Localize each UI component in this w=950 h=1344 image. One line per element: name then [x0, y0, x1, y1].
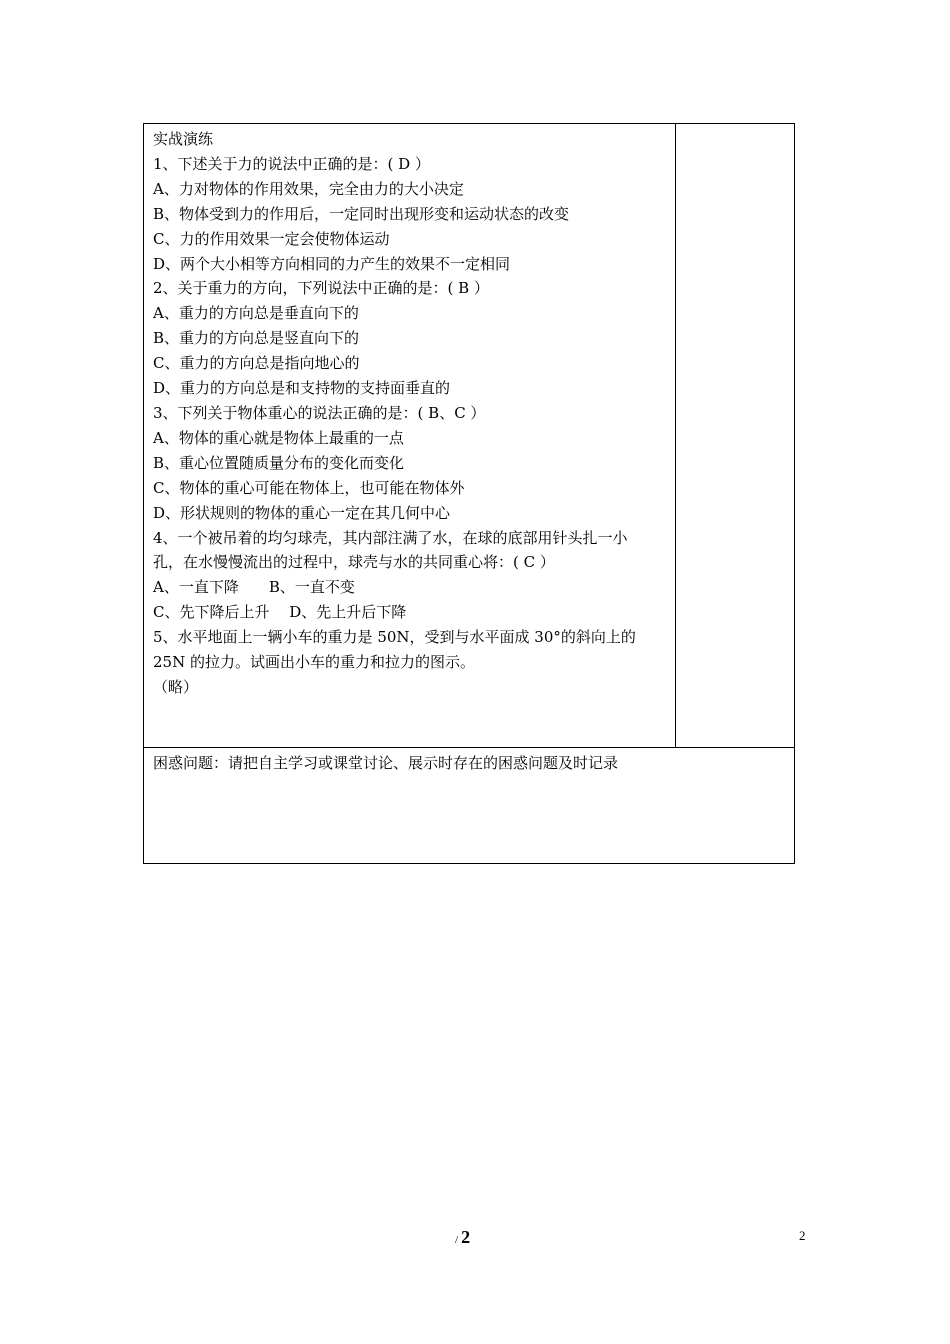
page-total [455, 1227, 470, 1248]
worksheet-table [143, 123, 795, 864]
text-line: B、重心位置随质量分布的变化而变化 [153, 453, 405, 472]
text-line: A、物体的重心就是物体上最重的一点 [153, 428, 404, 447]
text-line: 1、下述关于力的说法中正确的是：( D ） [153, 154, 430, 173]
section-title: 实战演练 [153, 130, 214, 148]
text-line: C、重力的方向总是指向地心的 [153, 354, 360, 373]
text-line: 3、下列关于物体重心的说法正确的是：( B、C ） [153, 403, 486, 422]
practice-cell [144, 124, 676, 747]
text-line: B、重力的方向总是竖直向下的 [153, 329, 360, 348]
text-line: A、重力的方向总是垂直向下的 [153, 304, 359, 323]
text-line: （略） [153, 677, 199, 696]
text-line: D、两个大小相等方向相同的力产生的效果不一定相同 [153, 254, 511, 273]
notes-cell [676, 124, 794, 747]
page-number: 2 [799, 1228, 806, 1243]
confusion-cell [144, 747, 794, 863]
text-line: C、物体的重心可能在物体上，也可能在物体外 [153, 478, 465, 497]
text-line: C、先下降后上升 D、先上升后下降 [153, 603, 407, 622]
text-line: 25N 的拉力。试画出小车的重力和拉力的图示。 [153, 653, 475, 672]
text-line: D、形状规则的物体的重心一定在其几何中心 [153, 503, 451, 522]
text-line: C、力的作用效果一定会使物体运动 [153, 229, 390, 248]
text-line: B、物体受到力的作用后，一定同时出现形变和运动状态的改变 [153, 204, 570, 223]
text-line: 5、水平地面上一辆小车的重力是 50N，受到与水平面成 30°的斜向上的 [153, 628, 636, 647]
text-line: 4、一个被吊着的均匀球壳，其内部注满了水，在球的底部用针头扎一小 [153, 528, 628, 547]
text-line: 2、关于重力的方向，下列说法中正确的是：( B ） [153, 279, 489, 298]
text-line: A、力对物体的作用效果，完全由力的大小决定 [153, 179, 464, 198]
text-line: A、一直下降 B、一直不变 [153, 578, 355, 597]
text-line: 孔，在水慢慢流出的过程中，球壳与水的共同重心将：( C ） [153, 553, 555, 572]
confusion-note: 困惑问题：请把自主学习或课堂讨论、展示时存在的困惑问题及时记录 [153, 754, 619, 772]
page-total-number: 2 [461, 1227, 471, 1247]
page-slash: / [455, 1234, 459, 1246]
text-line: D、重力的方向总是和支持物的支持面垂直的 [153, 379, 451, 398]
